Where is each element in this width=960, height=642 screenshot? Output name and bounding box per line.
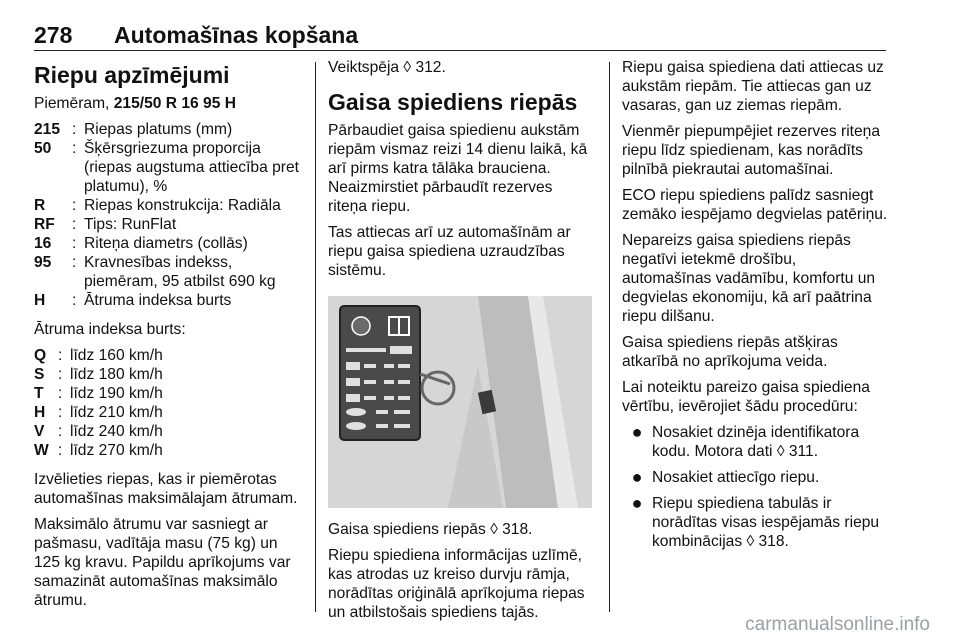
list-item <box>622 468 888 487</box>
speed-index-list <box>34 346 306 460</box>
speed-key: T <box>34 385 44 402</box>
definition-key: H <box>34 292 46 309</box>
definition-row: 50 : Šķērsgriezuma proporcija (riepas augstuma attiecība pret platumu), % <box>34 139 306 196</box>
crossref-performance: Veiktspēja ◊ 312. <box>328 59 446 76</box>
section-heading-tire-pressure: Gaisa spiediens riepās <box>328 89 578 115</box>
definition-value: Tips: RunFlat <box>84 216 177 233</box>
tire-pressure-label-illustration <box>328 296 592 508</box>
speed-key: S <box>34 366 45 383</box>
paragraph: Tas attiecas arī uz automašīnām ar riepu gaisa spiediena uzraudzības sistēmu. <box>328 224 571 279</box>
speed-row: W : līdz 270 km/h <box>34 441 306 460</box>
definition-row: R : Riepas konstrukcija: Radiāla <box>34 196 306 215</box>
list-item <box>622 423 888 461</box>
speed-row: S : līdz 180 km/h <box>34 365 306 384</box>
paragraph: Izvēlieties riepas, kas ir piemērotas automašīnas maksimālajam ātrumam. <box>34 471 298 507</box>
definition-key: 16 <box>34 235 52 252</box>
list-item-text: Nosakiet dzinēja identifikatora kodu. Motora dati ◊ 311. <box>652 424 860 460</box>
definition-value: Riepas konstrukcija: Radiāla <box>84 197 281 214</box>
definition-row: 215 : Riepas platums (mm) <box>34 120 306 139</box>
speed-value: līdz 160 km/h <box>70 347 163 364</box>
speed-row: H : līdz 210 km/h <box>34 403 306 422</box>
paragraph: Vienmēr piepumpējiet rezerves riteņa riepu līdz spiedienam, kas norādīts pilnībā piekrautai automašīnai. <box>622 123 881 178</box>
speed-row: Q : līdz 160 km/h <box>34 346 306 365</box>
definition-value: Šķērsgriezuma proporcija (riepas augstuma attiecība pret platumu), % <box>84 140 299 195</box>
column-2 <box>328 58 594 629</box>
paragraph: Nepareizs gaisa spiediens riepās negatīvi ietekmē drošību, automašīnas vadāmību, komfortu un degvielas ekonomiju, kā arī paātrina riepu dilšanu. <box>622 232 876 325</box>
column-divider-2 <box>609 62 610 612</box>
column-divider-1 <box>315 62 316 612</box>
speed-index-intro: Ātruma indeksa burts: <box>34 321 186 338</box>
definition-key: RF <box>34 216 55 233</box>
speed-value: līdz 180 km/h <box>70 366 163 383</box>
example-prefix: Piemēram, <box>34 95 110 112</box>
bullet-icon: ● <box>631 493 643 513</box>
paragraph: Lai noteiktu pareizo gaisa spiediena vērtību, ievērojiet šādu procedūru: <box>622 379 870 415</box>
procedure-list <box>622 423 888 551</box>
list-item-text: Nosakiet attiecīgo riepu. <box>652 469 820 486</box>
page-section-title: Automašīnas kopšana <box>114 22 359 48</box>
watermark: carmanualsonline.info <box>745 614 930 635</box>
speed-row: T : līdz 190 km/h <box>34 384 306 403</box>
definition-row: 95 : Kravnesības indekss, piemēram, 95 atbilst 690 kg <box>34 253 306 291</box>
example-line <box>34 94 306 113</box>
speed-row: V : līdz 240 km/h <box>34 422 306 441</box>
paragraph: Maksimālo ātrumu var sasniegt ar pašmasu, vadītāja masu (75 kg) un 125 kg kravu. Papildu aprīkojums var samazināt automašīnas maksimālo ātrumu. <box>34 516 291 609</box>
example-code: 215/50 R 16 95 H <box>113 95 236 112</box>
paragraph: Gaisa spiediens riepās ◊ 318. <box>328 521 533 538</box>
definition-key: 215 <box>34 121 61 138</box>
section-heading-tire-markings: Riepu apzīmējumi <box>34 62 230 88</box>
door-frame-illustration <box>328 296 592 508</box>
speed-value: līdz 210 km/h <box>70 404 163 421</box>
definition-value: Ātruma indeksa burts <box>84 292 232 309</box>
speed-key: V <box>34 423 45 440</box>
definition-key: 95 <box>34 254 52 271</box>
paragraph: Gaisa spiediens riepās atšķiras atkarībā no aprīkojuma veida. <box>622 334 838 370</box>
speed-key: W <box>34 442 49 459</box>
tire-code-definitions <box>34 120 306 310</box>
definition-key: R <box>34 197 46 214</box>
list-item-text: Riepu spiediena tabulās ir norādītas visas iespējamās riepu kombinācijas ◊ 318. <box>652 495 880 550</box>
speed-value: līdz 240 km/h <box>70 423 163 440</box>
definition-value: Riepas platums (mm) <box>84 121 233 138</box>
definition-row: 16 : Riteņa diametrs (collās) <box>34 234 306 253</box>
paragraph: Riepu gaisa spiediena dati attiecas uz aukstām riepām. Tie attiecas gan uz vasaras, gan uz ziemas riepām. <box>622 59 884 114</box>
definition-row: H : Ātruma indeksa burts <box>34 291 306 310</box>
speed-value: līdz 190 km/h <box>70 385 163 402</box>
bullet-icon: ● <box>631 422 643 442</box>
speed-key: Q <box>34 347 47 364</box>
page-header <box>34 22 358 49</box>
paragraph: ECO riepu spiediens palīdz sasniegt zemāko iespējamo degvielas patēriņu. <box>622 187 888 223</box>
definition-key: 50 <box>34 140 52 157</box>
bullet-icon: ● <box>631 467 643 487</box>
paragraph: Pārbaudiet gaisa spiedienu aukstām riepām vismaz reizi 14 dienu laikā, kā arī pirms katra tālāka brauciena. Neaizmirstiet pārbaudīt rezerves riteņa riepu. <box>328 122 588 215</box>
definition-value: Riteņa diametrs (collās) <box>84 235 248 252</box>
definition-row: RF : Tips: RunFlat <box>34 215 306 234</box>
paragraph: Riepu spiediena informācijas uzlīmē, kas atrodas uz kreiso durvju rāmja, norādītas oriģinālā aprīkojuma riepas un atbilstošais spiediens tajās. <box>328 547 585 621</box>
page-number: 278 <box>34 22 73 48</box>
header-rule <box>34 50 886 51</box>
column-3 <box>622 58 888 558</box>
column-1 <box>34 58 306 617</box>
speed-key: H <box>34 404 46 421</box>
list-item <box>622 494 888 551</box>
definition-value: Kravnesības indekss, piemēram, 95 atbilst 690 kg <box>84 254 276 290</box>
speed-value: līdz 270 km/h <box>70 442 163 459</box>
